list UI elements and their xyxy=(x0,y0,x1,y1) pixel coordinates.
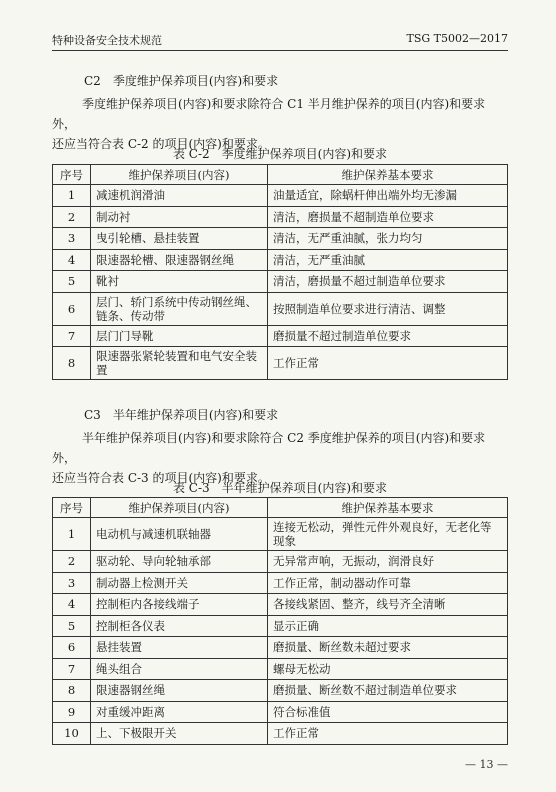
cell-req: 无异常声响，无振动，润滑良好 xyxy=(268,551,508,573)
cell-no: 2 xyxy=(53,551,91,573)
table-row xyxy=(53,701,508,723)
table-row xyxy=(53,723,508,745)
cell-no: 4 xyxy=(53,594,91,616)
table-row xyxy=(53,185,508,207)
cell-no: 6 xyxy=(53,637,91,659)
c2-para-line1: 季度维护保养项目(内容)和要求除符合 C1 半月维护保养的项目(内容)和要求 外， xyxy=(52,97,486,131)
c3-para-line1: 半年维护保养项目(内容)和要求除符合 C2 季度维护保养的项目(内容)和要求 外， xyxy=(52,431,486,465)
table-row xyxy=(53,249,508,271)
table-row xyxy=(53,347,508,380)
table-row xyxy=(53,518,508,551)
header-title: 特种设备安全技术规范 xyxy=(52,34,162,47)
page-number: — 13 — xyxy=(465,758,508,771)
header-code: TSG T5002—2017 xyxy=(406,32,508,45)
cell-no: 7 xyxy=(53,325,91,347)
cell-no: 4 xyxy=(53,249,91,271)
cell-no: 8 xyxy=(53,680,91,702)
table-row xyxy=(53,680,508,702)
cell-req: 磨损量、断丝数不超过制造单位要求 xyxy=(268,680,508,702)
col-header-req: 维护保养基本要求 xyxy=(268,498,508,518)
table-c3 xyxy=(52,497,508,745)
table-row xyxy=(53,615,508,637)
table-row xyxy=(53,658,508,680)
section-c3-heading: C3 半年维护保养项目(内容)和要求 xyxy=(84,408,279,422)
cell-req: 各接线紧固、整齐，线号齐全清晰 xyxy=(268,594,508,616)
col-header-no: 序号 xyxy=(53,165,91,185)
table-row xyxy=(53,594,508,616)
col-header-no: 序号 xyxy=(53,498,91,518)
cell-no: 1 xyxy=(53,518,91,551)
table-row xyxy=(53,325,508,347)
table-row xyxy=(53,206,508,228)
table-row xyxy=(53,551,508,573)
cell-req: 清洁，无严重油腻，张力均匀 xyxy=(268,228,508,250)
cell-item: 制动衬 xyxy=(91,206,268,228)
cell-item: 限速器张紧轮装置和电气安全装置 xyxy=(91,347,268,380)
cell-no: 8 xyxy=(53,347,91,380)
cell-item: 绳头组合 xyxy=(91,658,268,680)
cell-item: 悬挂装置 xyxy=(91,637,268,659)
cell-no: 3 xyxy=(53,572,91,594)
table-row xyxy=(53,271,508,293)
header-rule xyxy=(52,50,508,51)
cell-item: 靴衬 xyxy=(91,271,268,293)
cell-no: 7 xyxy=(53,658,91,680)
table-header-row xyxy=(53,165,508,185)
table-row xyxy=(53,572,508,594)
cell-item: 驱动轮、导向轮轴承部 xyxy=(91,551,268,573)
cell-req: 工作正常，制动器动作可靠 xyxy=(268,572,508,594)
cell-item: 曳引轮槽、悬挂装置 xyxy=(91,228,268,250)
table-c3-caption: 表 C-3 半年维护保养项目(内容)和要求 xyxy=(172,481,388,495)
cell-item: 减速机润滑油 xyxy=(91,185,268,207)
page-header xyxy=(52,32,508,48)
cell-no: 5 xyxy=(53,615,91,637)
cell-item: 对重缓冲距离 xyxy=(91,701,268,723)
table-c2-caption: 表 C-2 季度维护保养项目(内容)和要求 xyxy=(172,147,388,161)
c2-para-line2: 还应当符合表 C-2 的项目(内容)和要求。 xyxy=(52,137,270,151)
cell-no: 6 xyxy=(53,292,91,325)
table-header-row xyxy=(53,498,508,518)
cell-item: 限速器轮槽、限速器钢丝绳 xyxy=(91,249,268,271)
cell-req: 清洁，磨损量不超制造单位要求 xyxy=(268,206,508,228)
cell-req: 按照制造单位要求进行清洁、调整 xyxy=(268,292,508,325)
cell-item: 制动器上检测开关 xyxy=(91,572,268,594)
col-header-item: 维护保养项目(内容) xyxy=(91,165,268,185)
cell-item: 层门门导靴 xyxy=(91,325,268,347)
cell-no: 3 xyxy=(53,228,91,250)
table-row xyxy=(53,228,508,250)
col-header-req: 维护保养基本要求 xyxy=(268,165,508,185)
table-row xyxy=(53,292,508,325)
section-c2-heading: C2 季度维护保养项目(内容)和要求 xyxy=(84,74,279,88)
cell-req: 清洁，无严重油腻 xyxy=(268,249,508,271)
cell-req: 显示正确 xyxy=(268,615,508,637)
cell-req: 油量适宜，除蜗杆伸出端外均无渗漏 xyxy=(268,185,508,207)
table-row xyxy=(53,637,508,659)
cell-req: 工作正常 xyxy=(268,347,508,380)
cell-item: 控制柜各仪表 xyxy=(91,615,268,637)
table-c2 xyxy=(52,164,508,380)
cell-no: 5 xyxy=(53,271,91,293)
cell-item: 控制柜内各接线端子 xyxy=(91,594,268,616)
cell-item: 电动机与减速机联轴器 xyxy=(91,518,268,551)
cell-no: 10 xyxy=(53,723,91,745)
cell-req: 符合标准值 xyxy=(268,701,508,723)
cell-no: 9 xyxy=(53,701,91,723)
cell-req: 磨损量、断丝数未超过要求 xyxy=(268,637,508,659)
cell-item: 限速器钢丝绳 xyxy=(91,680,268,702)
cell-req: 螺母无松动 xyxy=(268,658,508,680)
cell-no: 1 xyxy=(53,185,91,207)
cell-req: 清洁，磨损量不超过制造单位要求 xyxy=(268,271,508,293)
cell-req: 连接无松动，弹性元件外观良好，无老化等现象 xyxy=(268,518,508,551)
cell-no: 2 xyxy=(53,206,91,228)
col-header-item: 维护保养项目(内容) xyxy=(91,498,268,518)
c3-para-line2: 还应当符合表 C-3 的项目(内容)和要求。 xyxy=(52,471,270,485)
cell-req: 工作正常 xyxy=(268,723,508,745)
cell-item: 上、下极限开关 xyxy=(91,723,268,745)
cell-item: 层门、轿门系统中传动钢丝绳、链条、传动带 xyxy=(91,292,268,325)
cell-req: 磨损量不超过制造单位要求 xyxy=(268,325,508,347)
